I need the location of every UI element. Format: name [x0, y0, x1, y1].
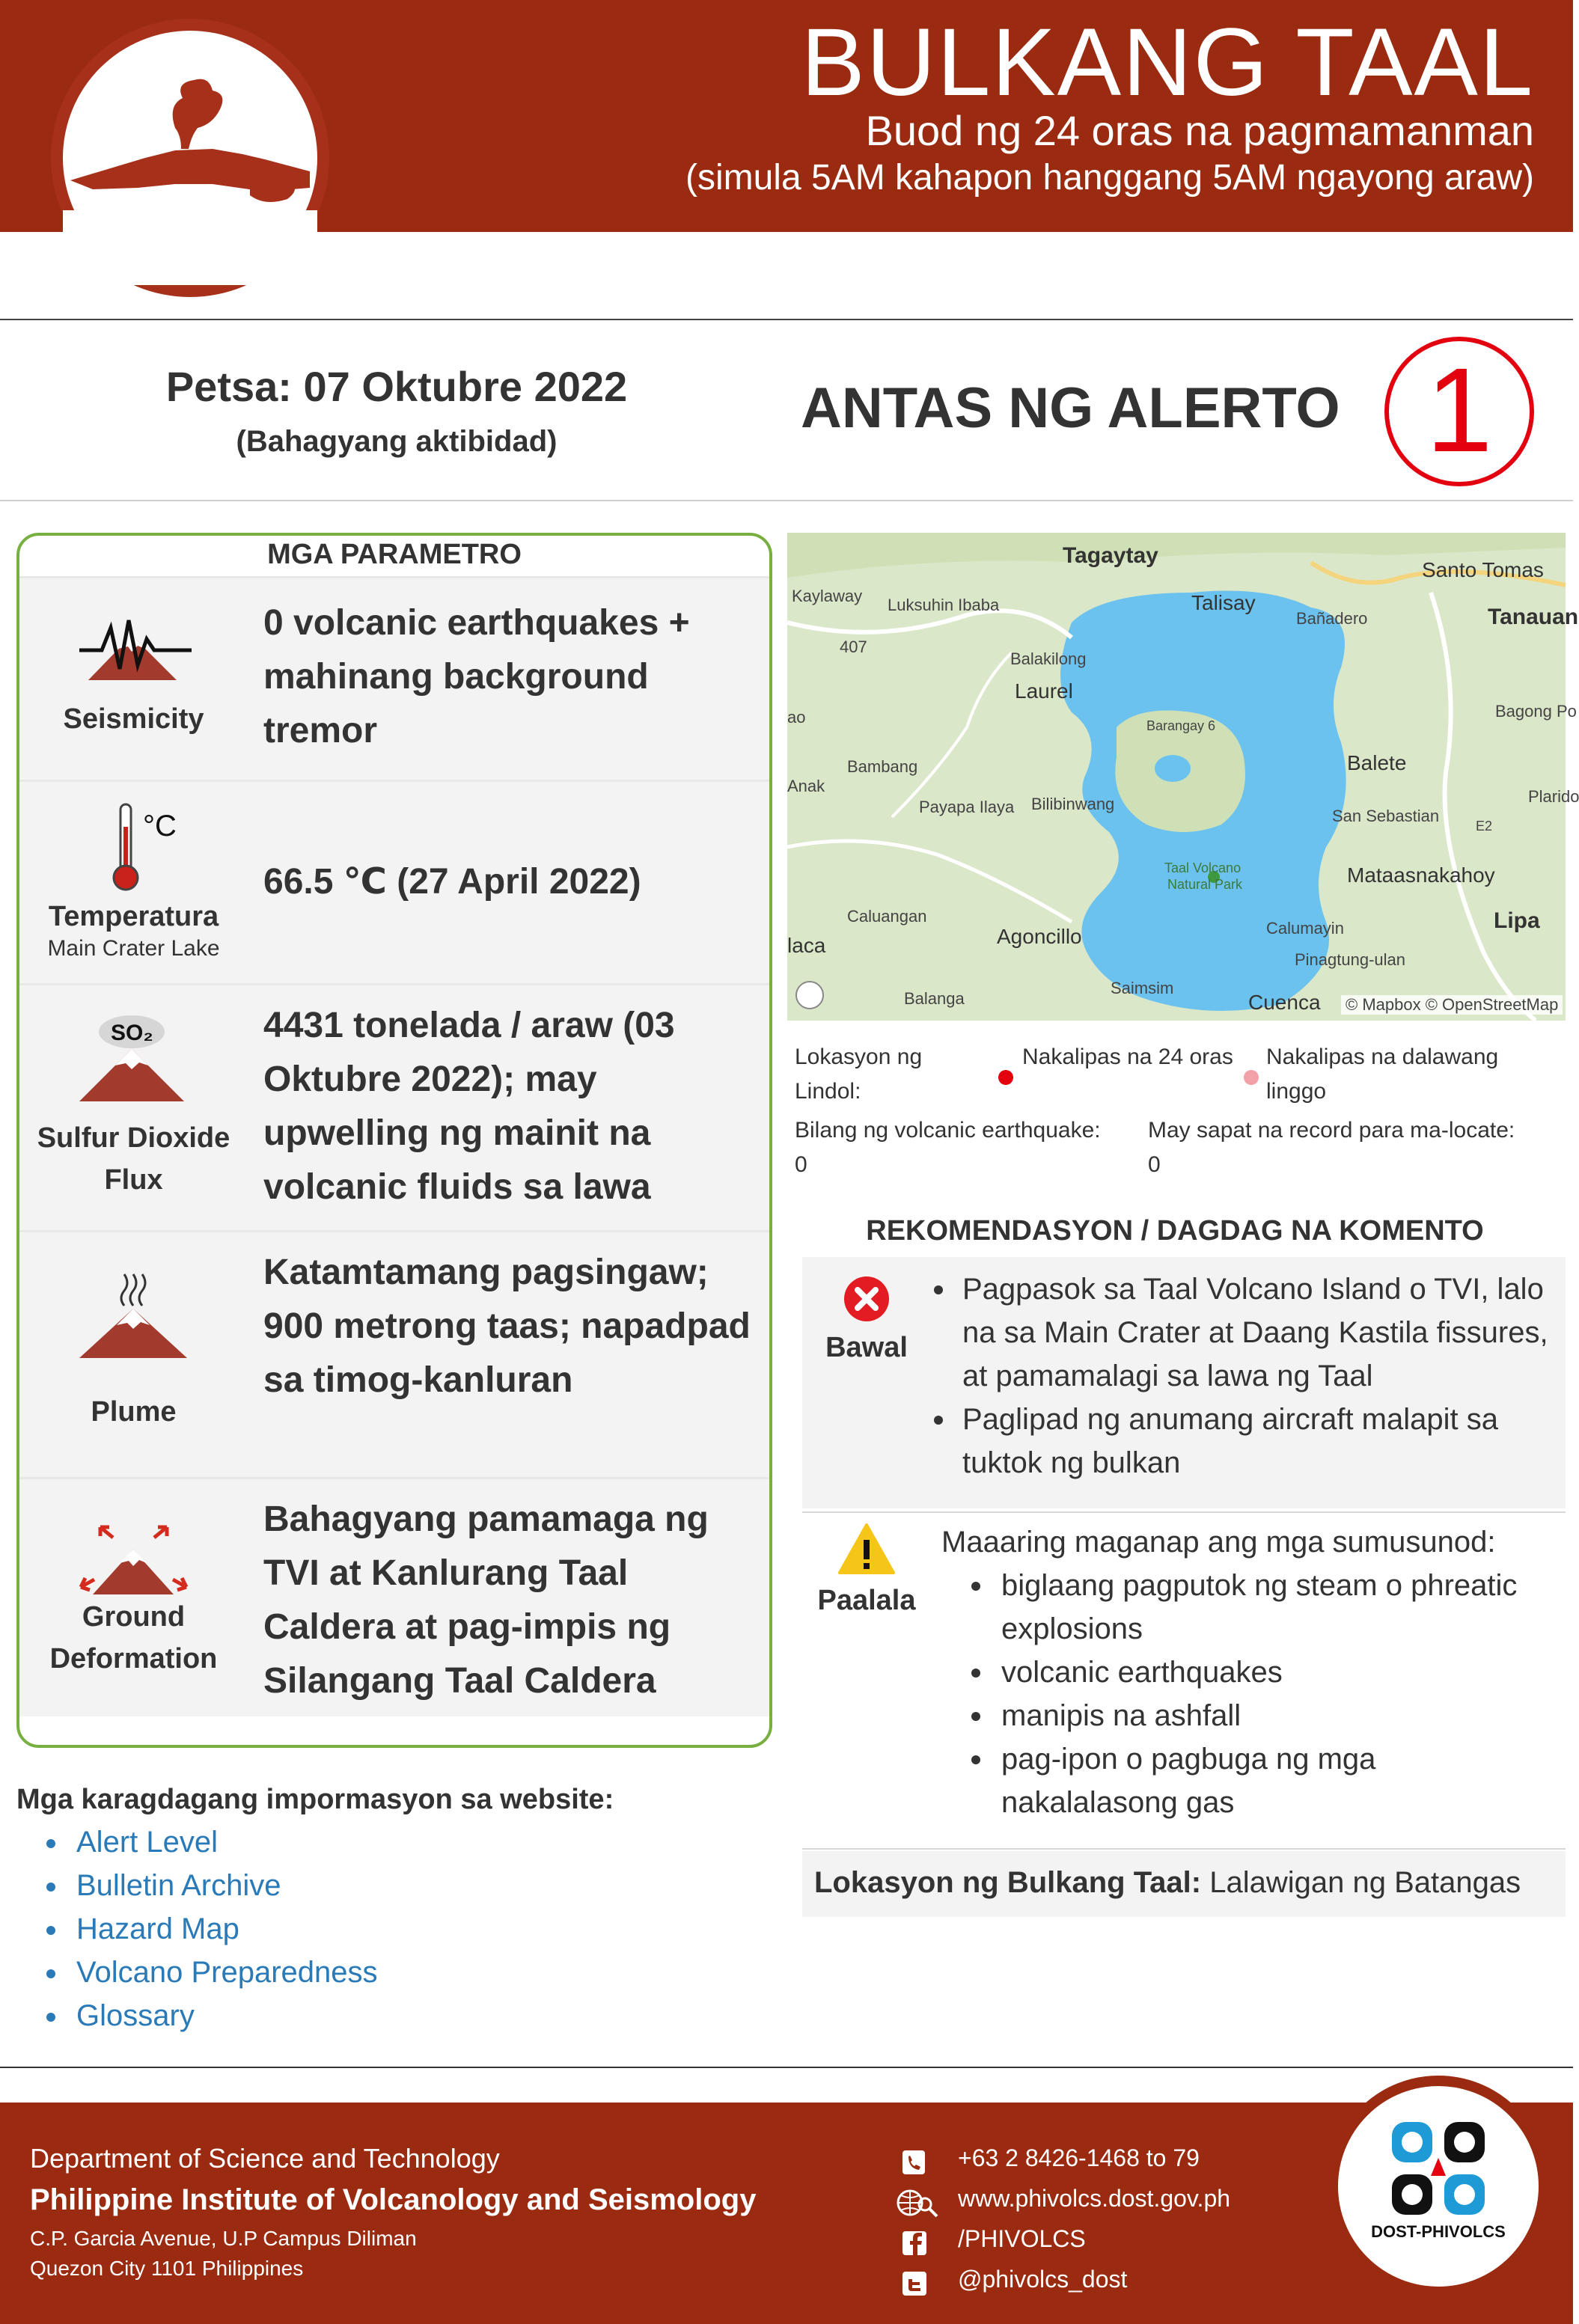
- legend-2w-dot: [1244, 1070, 1259, 1085]
- map-label: Mataasnakahoy: [1347, 863, 1495, 887]
- map-label: Santo Tomas: [1422, 558, 1544, 581]
- bullet: [971, 1669, 980, 1678]
- map-label: E2: [1476, 819, 1493, 834]
- map-label: Agoncillo: [997, 925, 1082, 948]
- reminder-box: [802, 1514, 1566, 1836]
- bullet: [46, 1969, 55, 1978]
- reminder-item: biglaang pagputok ng steam o phreatic explosions: [1001, 1569, 1518, 1645]
- volcano-location-value: Lalawigan ng Batangas: [1209, 1866, 1521, 1899]
- bullet: [46, 1926, 55, 1935]
- dost-phivolcs-label: DOST-PHIVOLCS: [1371, 2222, 1506, 2241]
- page-title: BULKANG TAAL: [801, 9, 1534, 116]
- map-label: Balanga: [904, 989, 965, 1008]
- map-label: Tagaytay: [1063, 543, 1158, 568]
- map-label: Bagong Po: [1495, 702, 1577, 721]
- map-label: Balete: [1347, 751, 1407, 774]
- divider: [802, 1511, 1566, 1513]
- divider: [0, 2067, 1573, 2068]
- bullet: [971, 1582, 980, 1591]
- map-label: Tanauan: [1488, 605, 1579, 629]
- bulletin-date: Petsa: 07 Oktubre 2022: [165, 363, 628, 410]
- volcano-location-label: Lokasyon ng Bulkang Taal:: [814, 1866, 1202, 1899]
- map-label: Saimsim: [1111, 979, 1174, 997]
- bullet: [46, 1839, 55, 1848]
- parameter-sublabel: Main Crater Lake: [47, 936, 220, 961]
- seismicity-icon: [19, 605, 248, 688]
- locatable-count-value: 0: [1148, 1152, 1161, 1177]
- prohibited-label: Bawal: [825, 1332, 908, 1363]
- link-glossary[interactable]: Glossary: [76, 1999, 195, 2032]
- map-label: Bilibinwang: [1031, 795, 1115, 813]
- ground-deformation-icon: [19, 1521, 248, 1596]
- link-bulletin-archive[interactable]: Bulletin Archive: [76, 1869, 281, 1902]
- locatable-count-label: May sapat na record para ma-locate:: [1148, 1118, 1515, 1143]
- prohibited-item: Pagpasok sa Taal Volcano Island o TVI, lalo na sa Main Crater at Daang Kastila fissures, at pamamalagi sa lawa ng Taal: [962, 1273, 1548, 1392]
- volcano-logo-icon: [63, 31, 317, 285]
- map-label: Anak: [787, 777, 825, 795]
- parameter-value: 66.5 ℃ (27 April 2022): [263, 862, 641, 902]
- parameter-value: 0 volcanic earthquakes + mahinang background tremor: [263, 603, 690, 750]
- map-label: laca: [787, 934, 826, 957]
- parameter-row-ground-deformation: [19, 1477, 769, 1716]
- legend-24h-dot: [998, 1070, 1013, 1085]
- map-label: Payapa Ilaya: [919, 798, 1015, 816]
- map-label: Bambang: [847, 757, 918, 776]
- parameter-value: Bahagyang pamamaga ng TVI at Kanlurang Taal Caldera at pag-impis ng Silangang Taal Caldera: [263, 1499, 709, 1701]
- map-label: Caluangan: [847, 907, 927, 926]
- bullet: [934, 1285, 943, 1294]
- link-alert-level[interactable]: Alert Level: [76, 1826, 218, 1859]
- parameters-title: MGA PARAMETRO: [267, 539, 522, 570]
- earthquake-location-map[interactable]: [787, 533, 1579, 1021]
- link-hazard-map[interactable]: Hazard Map: [76, 1912, 239, 1945]
- svg-text:°C: °C: [143, 810, 177, 843]
- legend-2w-label: Nakalipas na dalawang linggo: [1266, 1045, 1499, 1104]
- so2-icon: [19, 1015, 248, 1105]
- parameter-label: Seismicity: [63, 703, 204, 735]
- activity-level: (Bahagyang aktibidad): [236, 425, 558, 458]
- alert-level-label: ANTAS NG ALERTO: [801, 376, 1340, 440]
- legend-24h-label: Nakalipas na 24 oras: [1022, 1045, 1233, 1069]
- map-label: Barangay 6: [1146, 718, 1216, 733]
- reminder-item: volcanic earthquakes: [1001, 1656, 1283, 1689]
- footer-department: Department of Science and Technology: [30, 2143, 500, 2174]
- footer-address-line2: Quezon City 1101 Philippines: [30, 2257, 304, 2280]
- footer-phone: +63 2 8426-1468 to 79: [958, 2144, 1200, 2171]
- map-label: Cuenca: [1248, 991, 1321, 1014]
- parameter-label: Ground Deformation: [49, 1601, 218, 1675]
- prohibited-box: [802, 1257, 1566, 1508]
- map-label: Plarido: [1528, 787, 1579, 806]
- footer-twitter[interactable]: @phivolcs_dost: [958, 2266, 1128, 2293]
- reminder-item: pag-ipon o pagbuga ng mga nakalalasong gas: [1001, 1743, 1376, 1819]
- monitoring-period: (simula 5AM kahapon hanggang 5AM ngayong araw): [685, 158, 1534, 198]
- facebook-icon: [895, 2228, 932, 2258]
- map-label: Laurel: [1015, 679, 1073, 703]
- legend-location-label: Lokasyon ng Lindol:: [795, 1045, 923, 1104]
- bullet: [971, 1755, 980, 1764]
- page-subtitle: Buod ng 24 oras na pagmamanman: [865, 107, 1534, 154]
- reminder-intro: Maaaring maganap ang mga sumusunod:: [941, 1526, 1496, 1559]
- map-label: Calumayin: [1266, 919, 1344, 938]
- parameter-label: Temperatura: [48, 901, 219, 932]
- svg-text:SO₂: SO₂: [111, 1021, 153, 1045]
- volcano-location: [814, 1866, 1521, 1900]
- website-icon: [895, 2188, 932, 2218]
- recommendations-title: REKOMENDASYON / DAGDAG NA KOMENTO: [866, 1215, 1484, 1247]
- map-label: Talisay: [1191, 591, 1256, 614]
- map-label: ao: [787, 708, 806, 727]
- link-volcano-preparedness[interactable]: Volcano Preparedness: [76, 1956, 378, 1989]
- map-attribution[interactable]: © Mapbox © OpenStreetMap: [1341, 995, 1563, 1015]
- map-label: San Sebastian: [1332, 807, 1440, 825]
- bullet: [46, 1883, 55, 1892]
- footer-facebook[interactable]: /PHIVOLCS: [958, 2225, 1086, 2252]
- map-label: Balakilong: [1010, 649, 1087, 668]
- parameter-row-plume: [19, 1230, 769, 1477]
- map-label: Luksuhin Ibaba: [888, 596, 1000, 614]
- bullet: [971, 1712, 980, 1721]
- thermometer-icon: [19, 797, 248, 894]
- map-label: Bañadero: [1296, 609, 1368, 628]
- earthquake-count-label: Bilang ng volcanic earthquake:: [795, 1118, 1101, 1143]
- parameter-row-temperature: [19, 780, 769, 983]
- map-label: Natural Park: [1167, 877, 1243, 892]
- map-label: Kaylaway: [792, 587, 863, 605]
- phone-icon: [895, 2147, 932, 2177]
- parameter-row-sulfur-dioxide: [19, 983, 769, 1230]
- parameter-label: Sulfur Dioxide Flux: [37, 1122, 230, 1196]
- map-label: 407: [840, 637, 867, 656]
- map-label: Taal Volcano: [1164, 860, 1241, 875]
- plume-icon: [19, 1270, 248, 1360]
- bullet: [934, 1416, 943, 1425]
- parameter-row-seismicity: [19, 576, 769, 780]
- parameter-value: Katamtamang pagsingaw; 900 metrong taas; napadpad sa timog-kanluran: [263, 1253, 751, 1400]
- twitter-icon: [895, 2269, 932, 2299]
- footer-address-line1: C.P. Garcia Avenue, U.P Campus Diliman: [30, 2227, 417, 2250]
- parameter-value: 4431 tonelada / araw (03 Oktubre 2022); may upwelling ng mainit na volcanic fluids sa lawa: [263, 1006, 675, 1207]
- warning-icon: [837, 1522, 897, 1576]
- bullet: [46, 2013, 55, 2022]
- reminder-label: Paalala: [817, 1585, 916, 1616]
- footer-institute: Philippine Institute of Volcanology and Seismology: [30, 2183, 757, 2216]
- parameter-label: Plume: [91, 1396, 177, 1428]
- divider: [802, 1848, 1566, 1850]
- dost-phivolcs-logo: [1328, 2076, 1549, 2297]
- alert-level-number: 1: [1426, 343, 1493, 477]
- map-label: Pinagtung-ulan: [1295, 950, 1406, 969]
- divider: [0, 500, 1573, 501]
- footer-website[interactable]: www.phivolcs.dost.gov.ph: [958, 2185, 1231, 2212]
- reminder-item: manipis na ashfall: [1001, 1699, 1241, 1732]
- prohibited-item: Paglipad ng anumang aircraft malapit sa tuktok ng bulkan: [962, 1403, 1498, 1479]
- more-info-heading: Mga karagdagang impormasyon sa website:: [16, 1784, 614, 1815]
- map-label: Lipa: [1494, 908, 1540, 933]
- earthquake-count-value: 0: [795, 1152, 807, 1177]
- prohibited-icon: [843, 1275, 891, 1323]
